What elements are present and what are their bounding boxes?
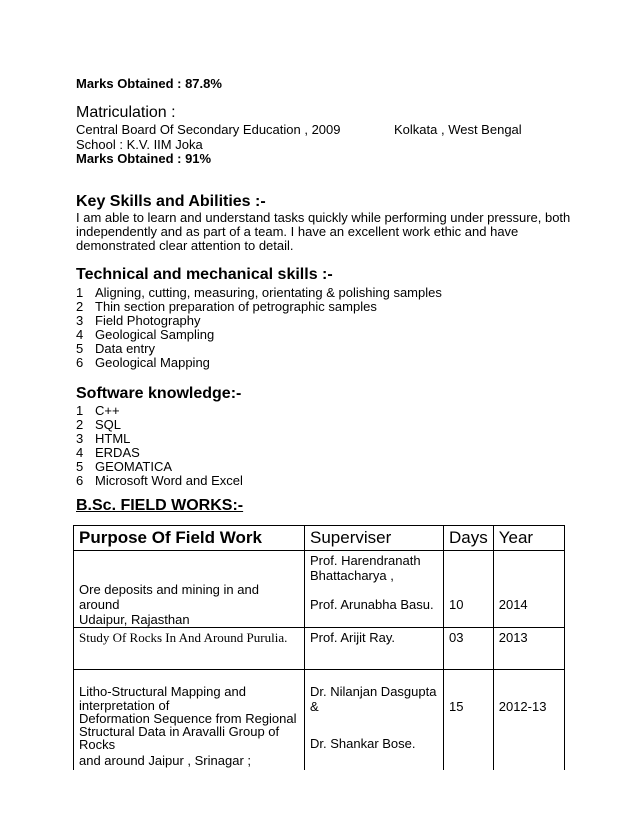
key-skills-heading: Key Skills and Abilities :- — [76, 193, 266, 210]
cell-text: Structural Data in Aravalli Group of — [79, 724, 280, 739]
cell-supervisor — [305, 628, 444, 670]
cell-text: and around Jaipur , Srinagar ; — [79, 753, 251, 768]
software-heading: Software knowledge:- — [76, 385, 242, 402]
column-header-purpose: Purpose Of Field Work — [74, 526, 305, 551]
list-item: Microsoft Word and Excel — [95, 473, 243, 488]
cell-purpose — [74, 628, 305, 670]
cell-text: Deformation Sequence from Regional — [79, 711, 297, 726]
cell-year — [493, 551, 564, 628]
matriculation-location: Kolkata , West Bengal — [394, 122, 522, 137]
list-number: 3 — [76, 313, 84, 328]
list-number: 3 — [76, 431, 84, 446]
list-number: 4 — [76, 445, 84, 460]
column-header-year: Year — [493, 526, 564, 551]
cell-purpose — [74, 670, 305, 770]
table-row — [74, 551, 565, 628]
cell-text: Litho-Structural Mapping and — [79, 684, 246, 699]
cell-text: 10 — [449, 597, 464, 612]
table-header-row — [74, 526, 565, 551]
list-number: 2 — [76, 417, 84, 432]
cell-text: 2013 — [498, 630, 528, 645]
list-number: 2 — [76, 299, 84, 314]
cell-text: Prof. Harendranath — [310, 553, 421, 568]
table-row — [74, 670, 565, 770]
cell-text: Prof. Arijit Ray. — [310, 630, 396, 645]
column-header-days: Days — [444, 526, 494, 551]
field-works-table — [73, 525, 565, 770]
cell-text: Dr. Shankar Bose. — [310, 736, 416, 751]
field-works-heading: B.Sc. FIELD WORKS:- — [76, 497, 244, 514]
cell-text: Dr. Nilanjan Dasgupta — [310, 684, 437, 699]
marks-obtained-previous: Marks Obtained : 87.8% — [76, 76, 222, 91]
cell-text: Rocks — [79, 737, 116, 752]
cell-text: Prof. Arunabha Basu. — [310, 597, 434, 612]
cell-year — [493, 628, 564, 670]
cell-days — [444, 628, 494, 670]
matriculation-title: Matriculation : — [76, 104, 176, 121]
list-item: HTML — [95, 431, 131, 446]
cell-text: Ore deposits and mining in and around — [79, 582, 259, 612]
list-item: Thin section preparation of petrographic samples — [95, 299, 377, 314]
list-number: 6 — [76, 355, 84, 370]
cell-days — [444, 551, 494, 628]
cell-text: 2014 — [498, 597, 528, 612]
cell-supervisor — [305, 551, 444, 628]
matriculation-board: Central Board Of Secondary Education , 2009 — [76, 122, 341, 137]
list-number: 5 — [76, 459, 84, 474]
technical-skills-heading: Technical and mechanical skills :- — [76, 266, 333, 283]
key-skills-line: independently and as part of a team. I have an excellent work ethic and have — [76, 224, 519, 239]
list-item: Aligning, cutting, measuring, orientating & polishing samples — [95, 285, 442, 300]
cell-text: 15 — [449, 699, 464, 714]
key-skills-line: demonstrated clear attention to detail. — [76, 238, 294, 253]
cell-text: Study Of Rocks In And Around Purulia. — [79, 630, 288, 645]
key-skills-line: I am able to learn and understand tasks quickly while performing under pressure, both — [76, 210, 571, 225]
list-number: 4 — [76, 327, 84, 342]
cell-text: & — [310, 699, 319, 714]
matriculation-marks: Marks Obtained : 91% — [76, 151, 212, 166]
list-item: ERDAS — [95, 445, 140, 460]
list-item: Data entry — [95, 341, 155, 356]
column-header-supervisor: Superviser — [305, 526, 444, 551]
cell-text: Udaipur, Rajasthan — [79, 612, 190, 627]
cell-days — [444, 670, 494, 770]
list-item: Field Photography — [95, 313, 201, 328]
list-number: 1 — [76, 403, 84, 418]
list-number: 6 — [76, 473, 84, 488]
list-item: Geological Sampling — [95, 327, 215, 342]
cell-supervisor — [305, 670, 444, 770]
list-item: Geological Mapping — [95, 355, 210, 370]
list-number: 1 — [76, 285, 84, 300]
cell-purpose — [74, 551, 305, 628]
list-number: 5 — [76, 341, 84, 356]
cell-text: 03 — [449, 630, 464, 645]
table-row — [74, 628, 565, 670]
cell-year — [493, 670, 564, 770]
list-item: SQL — [95, 417, 122, 432]
list-item: C++ — [95, 403, 120, 418]
matriculation-school: School : K.V. IIM Joka — [76, 137, 203, 152]
cell-text: Bhattacharya , — [310, 568, 394, 583]
cell-text: 2012-13 — [498, 699, 547, 714]
cell-text: interpretation of — [79, 698, 170, 713]
list-item: GEOMATICA — [95, 459, 173, 474]
